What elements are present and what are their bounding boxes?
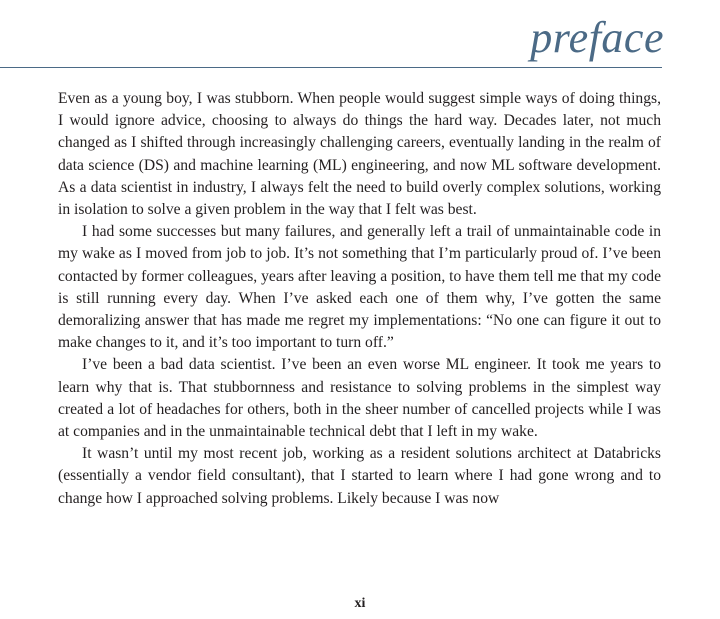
- paragraph-3: I’ve been a bad data scientist. I’ve been an even worse ML engineer. It took me years to learn why that is. That stubbornness and resistance to solving problems in the simplest way created a lot of headaches for others, both in the sheer number of cancelled projects while I was at companies and in the unmaintainable technical debt that I left in my wake.: [58, 356, 661, 441]
- title-rule: [0, 67, 662, 68]
- paragraph-4: It wasn’t until my most recent job, working as a resident solutions architect at Databricks (essentially a vendor field consultant), that I started to learn where I had gone wrong and to change how I approached solving problems. Likely because I was now: [58, 445, 661, 507]
- paragraph-1: Even as a young boy, I was stubborn. When people would suggest simple ways of doing things, I would ignore advice, choosing to always do things the hard way. Decades later, not much changed as I shifted through increasingly challenging careers, eventually landing in the realm of data science (DS) and machine learning (ML) engineering, and now ML software development. As a data scientist in industry, I always felt the need to build overly complex solutions, working in isolation to solve a given problem in the way that I felt was best.: [58, 90, 661, 219]
- paragraph-2: I had some successes but many failures, and generally left a trail of unmaintainable code in my wake as I moved from job to job. It’s not something that I’m particularly proud of. I’ve been contacted by former colleagues, years after leaving a position, to have them tell me that my code is still running every day. When I’ve asked each one of them why, I’ve gotten the same demoralizing answer that has made me regret my implementations: “No one can figure it out to make changes to it, and it’s too important to turn off.”: [58, 223, 661, 352]
- body-text: [58, 88, 661, 510]
- page-number: xi: [354, 596, 366, 611]
- chapter-title: preface: [530, 13, 664, 62]
